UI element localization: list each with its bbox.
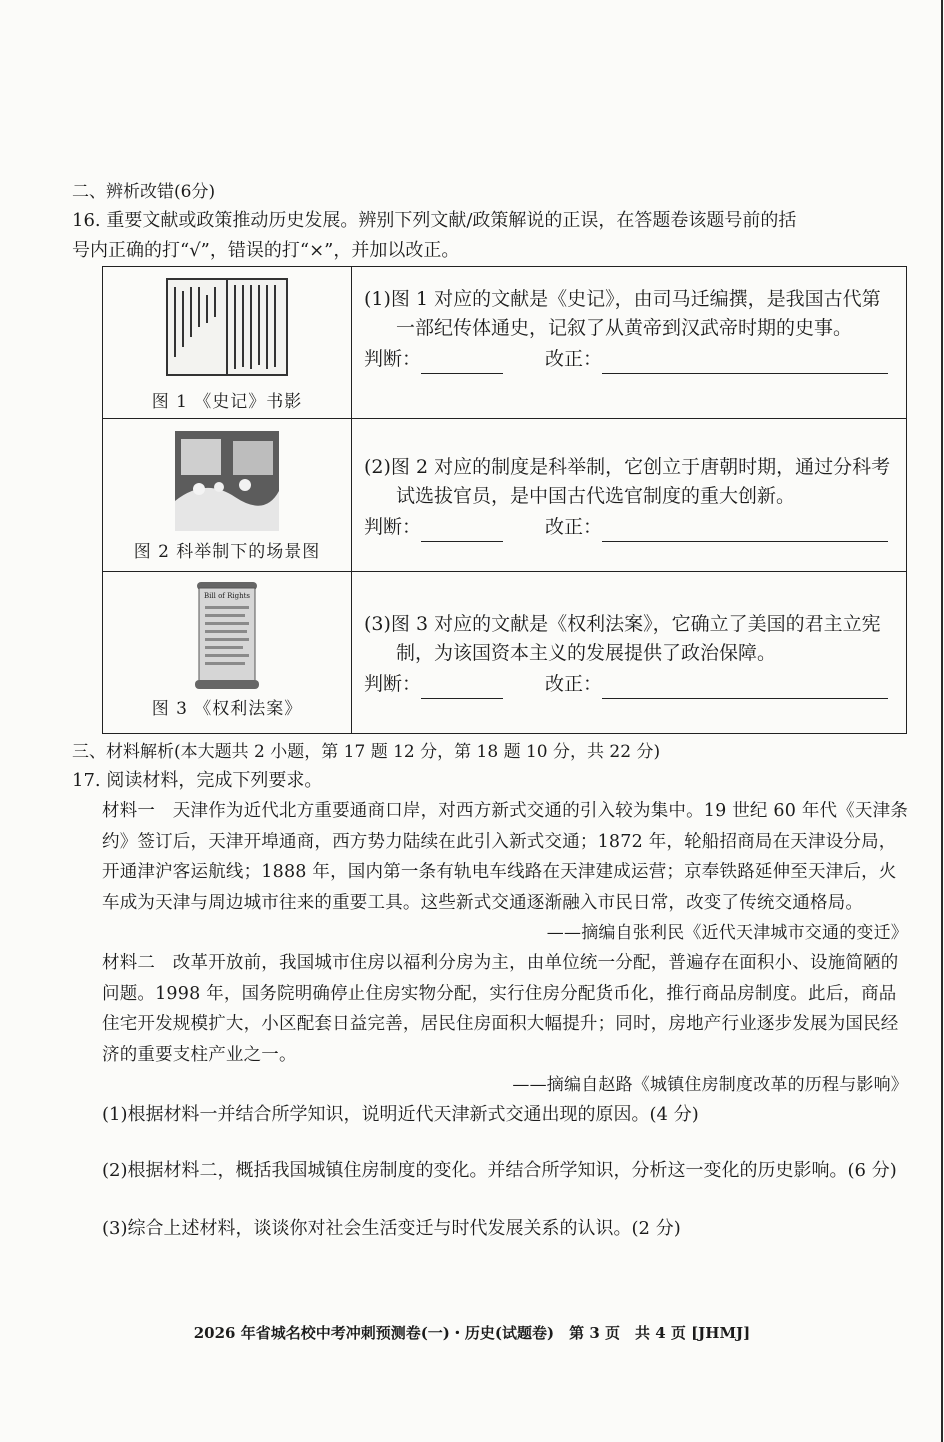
- table-row: [103, 419, 907, 572]
- answer-line-1: [364, 345, 896, 374]
- judge-label: 判断：: [364, 348, 422, 370]
- page-footer: 2026 年省城名校中考冲刺预测卷(一)・历史(试题卷) 第 3 页 共 4 页 [JHMJ]: [193, 1324, 751, 1342]
- judge-blank[interactable]: [421, 353, 503, 374]
- material-2-text: 材料二 改革开放前，我国城市住房以福利分房为主，由单位统一分配，普遍存在面积小、设施简陋的问题。1998 年，国务院明确停止住房实物分配，实行住房分配货币化，推行商品房制度。此后，商品住宅开发规模扩大，小区配套日益完善，居民住房面积大幅提升；同时，房地产行业逐步发展为国民经济的重要支柱产业之一。: [102, 953, 899, 1065]
- correct-label: 改正：: [545, 348, 603, 370]
- sub-question-3: (3)综合上述材料，谈谈你对社会生活变迁与时代发展关系的认识。(2 分): [102, 1218, 681, 1239]
- exam-scene-image: [175, 431, 279, 531]
- correct-label: 改正：: [545, 516, 603, 538]
- sub-question-1: (1)根据材料一并结合所学知识，说明近代天津新式交通出现的原因。(4 分): [102, 1104, 699, 1125]
- q16-table: [102, 266, 907, 734]
- statement-cell-3: [352, 572, 907, 734]
- correct-blank[interactable]: [602, 678, 888, 699]
- figure-cell-3: [103, 572, 352, 734]
- statement-3: (3)图 3 对应的文献是《权利法案》，它确立了美国的君主立宪制，为该国资本主义的发展提供了政治保障。: [364, 613, 881, 664]
- shiji-book-image: [165, 277, 289, 377]
- statement-cell-1: [352, 267, 907, 419]
- answer-line-3: [364, 670, 896, 699]
- statement-2: (2)图 2 对应的制度是科举制，它创立于唐朝时期，通过分科考试选拔官员，是中国古代选官制度的重大创新。: [364, 456, 891, 507]
- figure-1-caption: 图 1 《史记》书影: [151, 392, 303, 412]
- table-row: [103, 267, 907, 419]
- page-edge-rule: [941, 0, 943, 1442]
- section-3-title: 三、材料解析(本大题共 2 小题，第 17 题 12 分，第 18 题 10 分，共 22 分): [72, 742, 661, 762]
- bill-of-rights-scroll-image: [191, 578, 263, 692]
- correct-blank[interactable]: [602, 521, 888, 542]
- material-2-source: ——摘编自赵路《城镇住房制度改革的历程与影响》: [512, 1075, 908, 1095]
- material-1-source: ——摘编自张利民《近代天津城市交通的变迁》: [546, 923, 908, 943]
- q16-stem-line1: 16. 重要文献或政策推动历史发展。辨别下列文献/政策解说的正误，在答题卷该题号前的括: [72, 210, 797, 231]
- statement-1: (1)图 1 对应的文献是《史记》，由司马迁编撰，是我国古代第一部纪传体通史，记叙了从黄帝到汉武帝时期的史事。: [364, 288, 881, 339]
- judge-label: 判断：: [364, 516, 422, 538]
- material-1-text: 材料一 天津作为近代北方重要通商口岸，对西方新式交通的引入较为集中。19 世纪 60 年代《天津条约》签订后，天津开埠通商，西方势力陆续在此引入新式交通；1872 年，轮船招商局在天津设分局，开通津沪客运航线；1888 年，国内第一条有轨电车线路在天津建成运营；京奉铁路延伸至天津后，火车成为天津与周边城市往来的重要工具。这些新式交通逐渐融入市民日常，改变了传统交通格局。: [102, 801, 909, 913]
- table-row: [103, 572, 907, 734]
- judge-blank[interactable]: [421, 521, 503, 542]
- exam-page: [72, 178, 912, 1239]
- material-1: [72, 796, 912, 1100]
- sub-question-2: (2)根据材料二，概括我国城镇住房制度的变化。并结合所学知识，分析这一变化的历史影响。(6 分): [102, 1160, 897, 1181]
- answer-line-2: [364, 513, 896, 542]
- correct-blank[interactable]: [602, 353, 888, 374]
- section-2-title: 二、辨析改错(6分): [72, 182, 216, 202]
- figure-2-caption: 图 2 科举制下的场景图: [133, 542, 321, 562]
- scroll-heading: Bill of Rights: [203, 592, 251, 600]
- q17-stem: 17. 阅读材料，完成下列要求。: [72, 770, 323, 791]
- figure-cell-1: [103, 267, 352, 419]
- correct-label: 改正：: [545, 673, 603, 695]
- figure-3-caption: 图 3 《权利法案》: [151, 699, 303, 719]
- statement-cell-2: [352, 419, 907, 572]
- judge-label: 判断：: [364, 673, 422, 695]
- section-3: [72, 738, 912, 1244]
- figure-cell-2: [103, 419, 352, 572]
- q16-stem-line2: 号内正确的打“√”，错误的打“×”，并加以改正。: [72, 240, 460, 261]
- judge-blank[interactable]: [421, 678, 503, 699]
